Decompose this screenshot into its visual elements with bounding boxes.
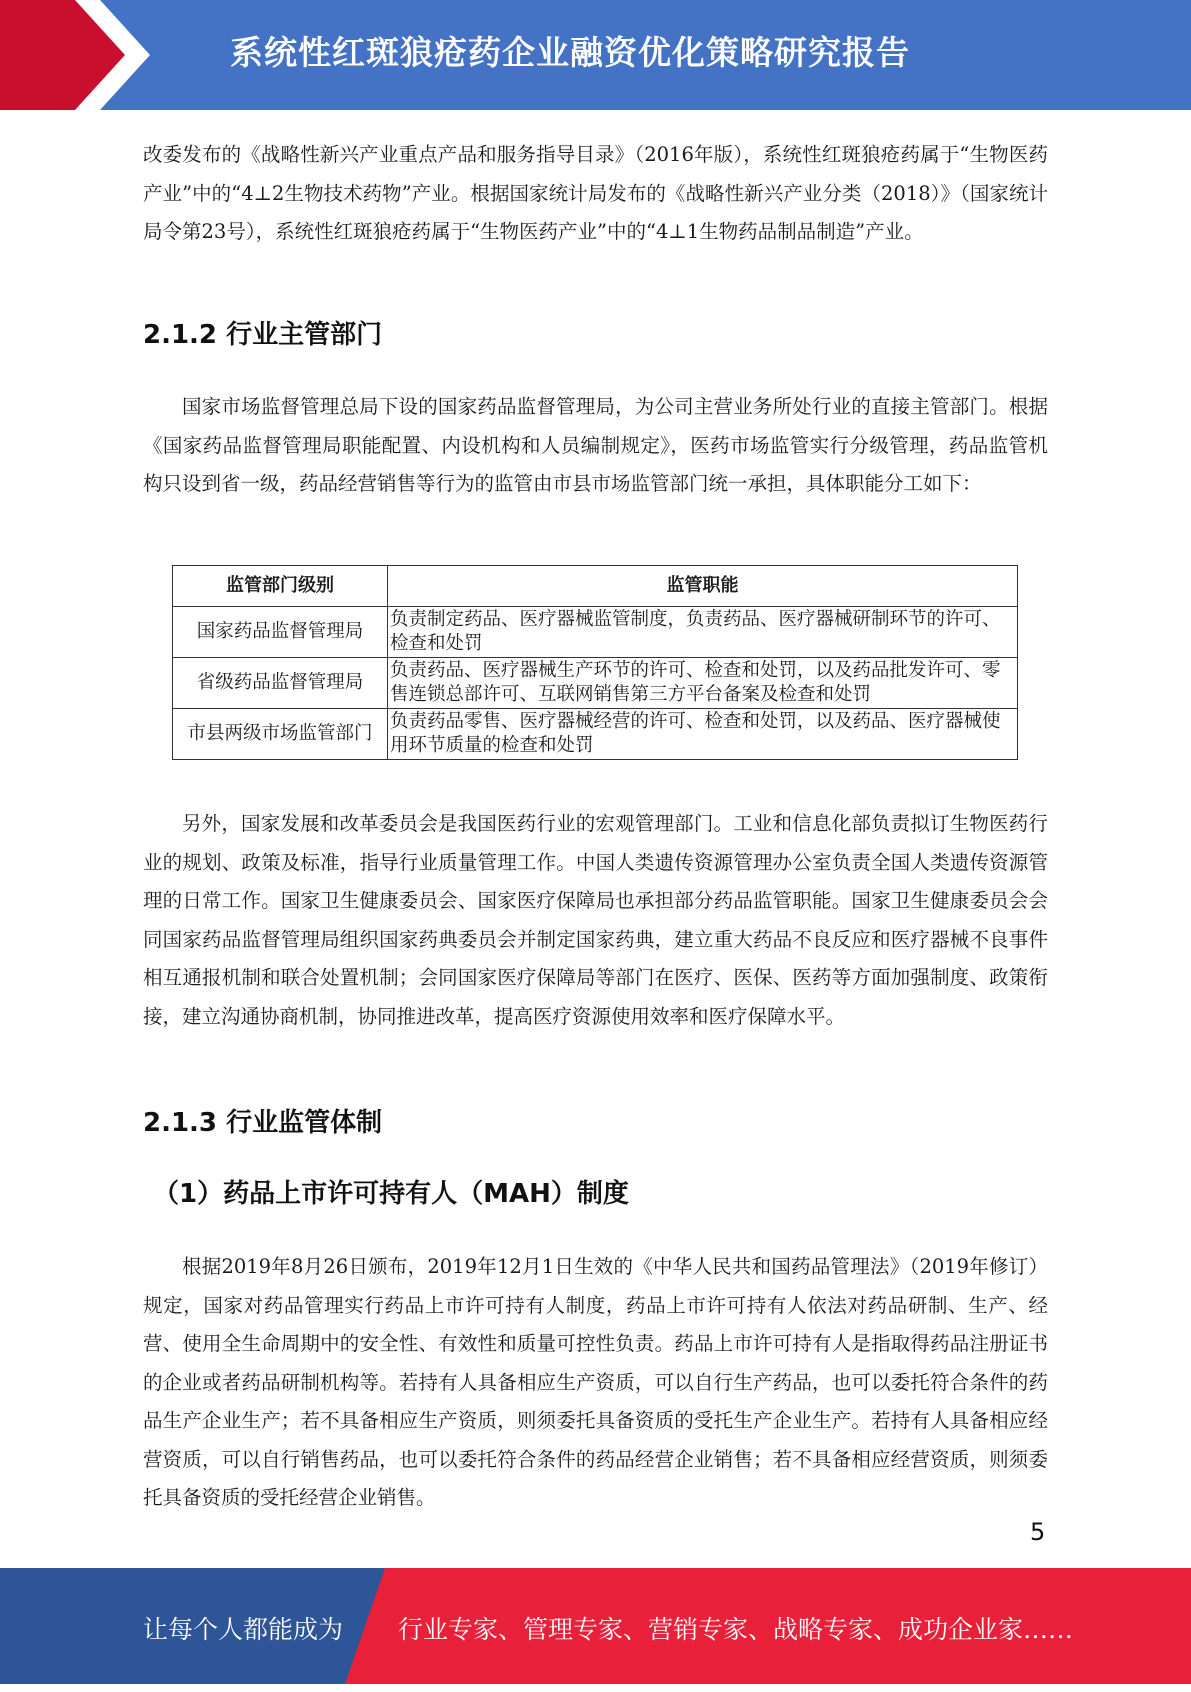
table-header-level: 监管部门级别: [173, 566, 388, 607]
section-heading-2-1-3: 2.1.3 行业监管体制: [143, 1108, 383, 1138]
intro-paragraph: 改委发布的《战略性新兴产业重点产品和服务指导目录》（2016年版），系统性红斑狼疮药属于“生物医药产业”中的“4⊥2生物技术药物”产业。根据国家统计局发布的《战略性新兴产业分类（2018）》（国家统计局令第23号），系统性红斑狼疮药属于“生物医药产业”中的“4⊥1生物药品制品制造”产业。: [143, 143, 1048, 243]
table-row: [173, 709, 1018, 760]
mah-paragraph: 根据2019年8月26日颁布，2019年12月1日生效的《中华人民共和国药品管理法》（2019年修订）规定，国家对药品管理实行药品上市许可持有人制度，药品上市许可持有人依法对药品研制、生产、经营、使用全生命周期中的安全性、有效性和质量可控性负责。药品上市许可持有人是指取得药品注册证书的企业或者药品研制机构等。若持有人具备相应生产资质，可以自行生产药品，也可以委托符合条件的药品生产企业生产；若不具备相应生产资质，则须委托具备资质的受托生产企业生产。若持有人具备相应经营资质，可以自行销售药品，也可以委托符合条件的药品经营企业销售；若不具备相应经营资质，则须委托具备资质的受托经营企业销售。: [143, 1255, 1048, 1509]
table-cell-duty: 负责药品零售、医疗器械经营的许可、检查和处罚，以及药品、医疗器械使用环节质量的检查和处罚: [388, 709, 1018, 760]
table-row: [173, 658, 1018, 709]
regulation-table: [172, 565, 1018, 760]
regulation-table-wrapper: [172, 565, 1018, 760]
sub-heading-mah: （1）药品上市许可持有人（MAH）制度: [153, 1179, 629, 1209]
table-header-duty: 监管职能: [388, 566, 1018, 607]
table-cell-level: 市县两级市场监管部门: [173, 709, 388, 760]
footer-slogan-right: 行业专家、管理专家、营销专家、战略专家、成功企业家……: [398, 1615, 1074, 1644]
page-number: 5: [1030, 1518, 1046, 1546]
table-cell-level: 省级药品监督管理局: [173, 658, 388, 709]
footer-slogan-left: 让每个人都能成为: [143, 1615, 344, 1644]
header-band: [0, 0, 1191, 110]
table-header-row: [173, 566, 1018, 607]
section-2-1-2-paragraph: 国家市场监督管理总局下设的国家药品监督管理局，为公司主营业务所处行业的直接主管部门。根据《国家药品监督管理局职能配置、内设机构和人员编制规定》，医药市场监管实行分级管理，药品监管机构只设到省一级，药品经营销售等行为的监管由市县市场监管部门统一承担，具体职能分工如下：: [143, 395, 1048, 495]
table-cell-level: 国家药品监督管理局: [173, 607, 388, 658]
table-cell-duty: 负责制定药品、医疗器械监管制度，负责药品、医疗器械研制环节的许可、检查和处罚: [388, 607, 1018, 658]
other-departments-paragraph: 另外，国家发展和改革委员会是我国医药行业的宏观管理部门。工业和信息化部负责拟订生物医药行业的规划、政策及标准，指导行业质量管理工作。中国人类遗传资源管理办公室负责全国人类遗传资源管理的日常工作。国家卫生健康委员会、国家医疗保障局也承担部分药品监管职能。国家卫生健康委员会会同国家药品监督管理局组织国家药典委员会并制定国家药典，建立重大药品不良反应和医疗器械不良事件相互通报机制和联合处置机制；会同国家医疗保障局等部门在医疗、医保、医药等方面加强制度、政策衔接，建立沟通协商机制，协同推进改革，提高医疗资源使用效率和医疗保障水平。: [143, 812, 1048, 1028]
table-row: [173, 607, 1018, 658]
page-content: [143, 136, 1048, 1509]
report-title: 系统性红斑狼疮药企业融资优化策略研究报告: [230, 33, 910, 72]
table-cell-duty: 负责药品、医疗器械生产环节的许可、检查和处罚，以及药品批发许可、零售连锁总部许可、互联网销售第三方平台备案及检查和处罚: [388, 658, 1018, 709]
section-heading-2-1-2: 2.1.2 行业主管部门: [143, 320, 383, 350]
